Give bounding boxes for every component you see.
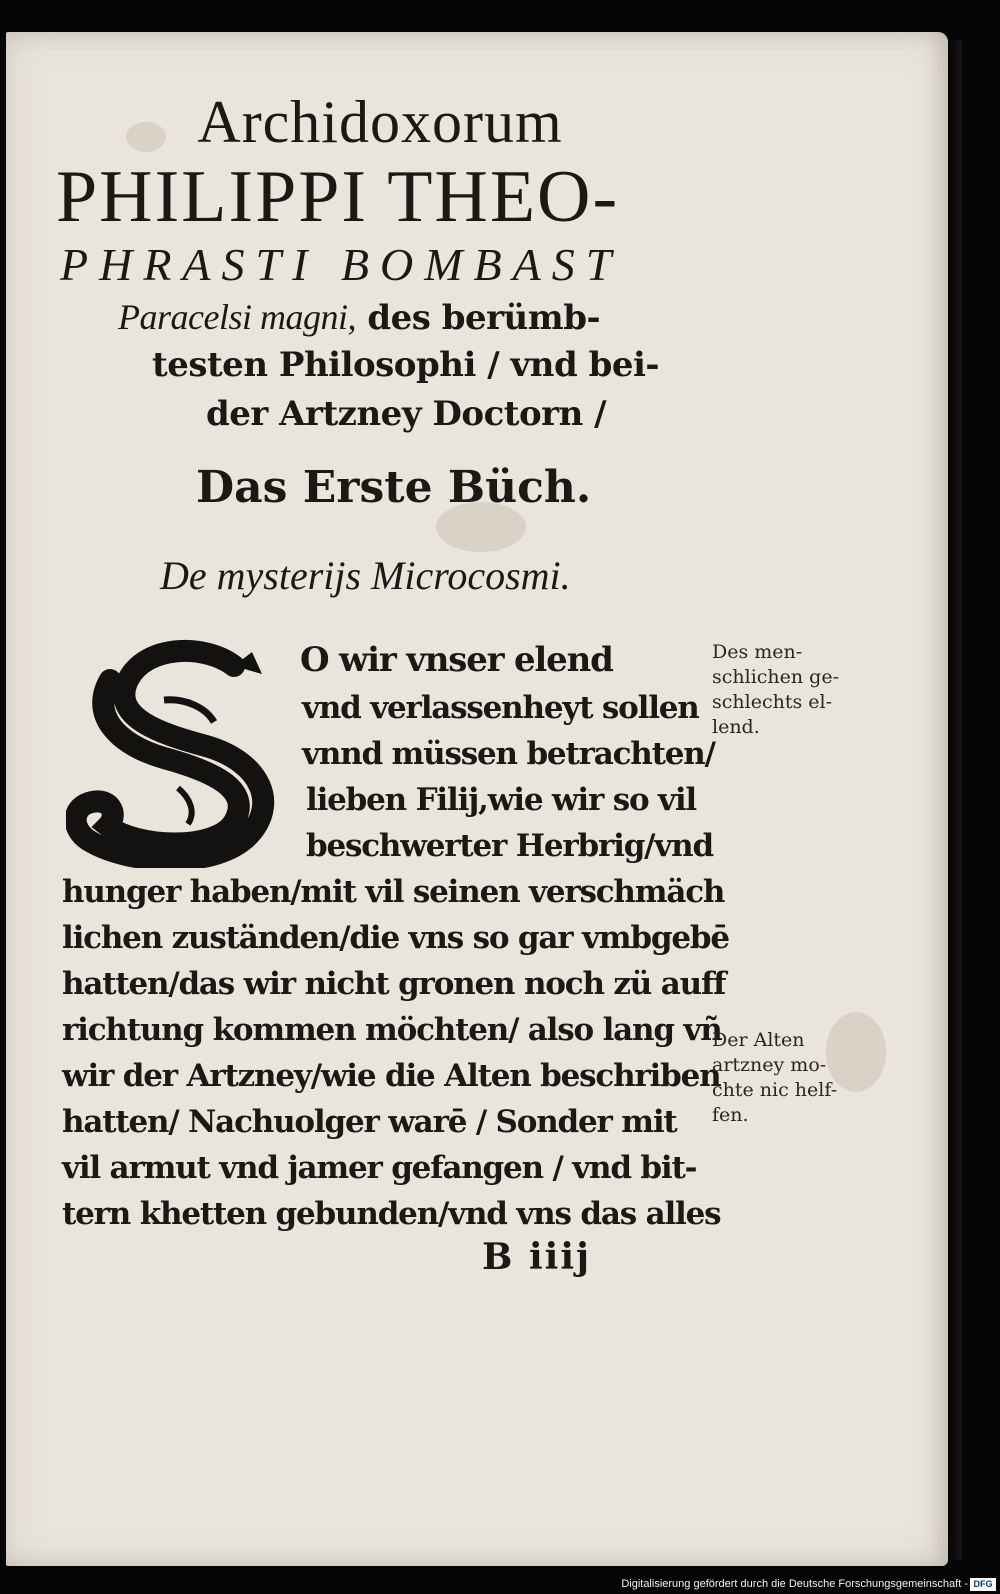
page-edge-shadow (948, 40, 962, 1560)
margin-note-line: schlichen ge- (712, 666, 840, 688)
margin-note-line: lend. (712, 716, 760, 738)
body-line: vnd verlassenheyt sollen (302, 690, 699, 726)
body-line: beschwerter Herbrig/vnd (306, 828, 713, 864)
body-line: lieben Filij,wie wir so vil (306, 782, 697, 818)
margin-note-1 (712, 640, 839, 740)
body-line: hatten/ Nachuolger warē / Sonder mit (62, 1104, 677, 1140)
margin-note-line: chte nic helf- (712, 1079, 838, 1101)
title-line-philosophi: testen Philosophi / vnd bei- (152, 345, 660, 385)
title-line-paracelsi (118, 296, 600, 338)
book-title: Das Erste Büch. (196, 462, 592, 513)
body-line: richtung kommen möchten/ also lang vñ (62, 1012, 722, 1048)
body-line: hunger haben/mit vil seinen verschmäch (62, 874, 725, 910)
margin-note-line: Des men- (712, 641, 803, 663)
title-line-doctorn: der Artzney Doctorn / (206, 394, 607, 434)
margin-note-2 (712, 1028, 837, 1128)
body-line: vil armut vnd jamer gefangen / vnd bit- (62, 1150, 697, 1186)
title-paracelsi-rest: des berümb- (355, 298, 601, 338)
body-line: tern khetten gebunden/vnd vns das alles (62, 1196, 721, 1232)
margin-note-line: schlechts el- (712, 691, 832, 713)
body-line: hatten/das wir nicht gronen noch zü auff (62, 966, 726, 1002)
body-line: vnnd müssen betrachten/ (302, 736, 715, 772)
signature-mark: B iiij (482, 1236, 592, 1278)
margin-note-line: artzney mo- (712, 1054, 827, 1076)
body-line: wir der Artzney/wie die Alten beschriben (62, 1058, 721, 1094)
title-author-line: PHILIPPI THEO- (56, 156, 620, 238)
margin-note-line: fen. (712, 1104, 749, 1126)
body-line: O wir vnser elend (300, 640, 613, 680)
title-author-line-2: PHRASTI BOMBAST (60, 239, 623, 290)
body-line: lichen zuständen/die vns so gar vmbgebē (62, 920, 729, 956)
title-paracelsi-italic: Paracelsi magni, (118, 297, 356, 337)
title-archidoxorum: Archidoxorum (197, 89, 563, 155)
footer-credit: Digitalisierung gefördert durch die Deutsche Forschungsgemeinschaft - (621, 1578, 968, 1590)
margin-note-line: Der Alten (712, 1029, 805, 1051)
chapter-subtitle: De mysterijs Microcosmi. (160, 553, 571, 598)
decorated-initial-s (66, 638, 286, 868)
dfg-logo: DFG (970, 1578, 996, 1591)
